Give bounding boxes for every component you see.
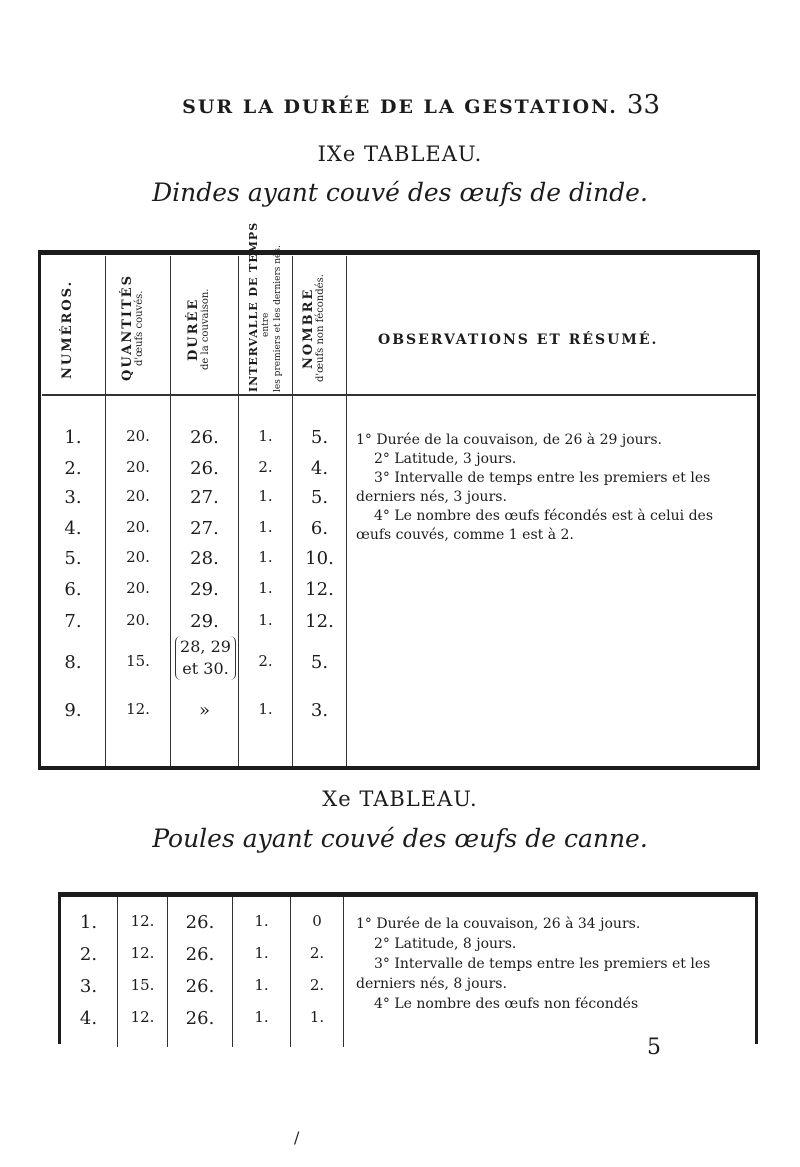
cell-dur: 26.: [190, 458, 219, 479]
obs9-3: 3° Intervalle de temps entre les premiers et les derniers nés, 3 jours.: [356, 470, 711, 505]
header-intervalle-sub1: entre: [261, 312, 271, 338]
duration-range-line1: 28, 29: [180, 637, 231, 656]
cell-num: 4.: [79, 1008, 98, 1029]
cell-dur: 26.: [190, 427, 219, 448]
header-observations: OBSERVATIONS ET RÉSUMÉ.: [378, 332, 659, 348]
duration-range: [175, 636, 236, 680]
cell-nf: 3.: [310, 700, 329, 721]
cell-int: 1.: [258, 487, 273, 505]
cell-qty: 15.: [126, 652, 150, 670]
cell-int: 1.: [254, 944, 269, 962]
table10-top-rule: [58, 892, 758, 897]
obs10-2: 2° Latitude, 8 jours.: [374, 936, 517, 952]
cell-num: 5.: [64, 548, 82, 569]
cell-qty: 15.: [130, 976, 155, 994]
cell-num: 3.: [64, 487, 82, 508]
cell-qty: 12.: [130, 1008, 155, 1026]
cell-num: 7.: [64, 611, 82, 632]
table9-col-divider: [238, 256, 239, 766]
cell-dur: »: [198, 700, 210, 721]
header-intervalle-text: INTERVALLE DE TEMPS: [247, 221, 260, 392]
cell-dur: 26.: [185, 976, 215, 997]
cell-nf: 10.: [305, 548, 334, 569]
cell-qty: 12.: [126, 700, 150, 718]
cell-dur: 26.: [185, 912, 215, 933]
cell-qty: 12.: [130, 944, 155, 962]
duration-range-line2: et 30.: [182, 659, 229, 678]
cell-num: 6.: [64, 579, 82, 600]
table9-title: IXe TABLEAU.: [317, 142, 483, 166]
cell-dur: 26.: [185, 1008, 215, 1029]
obs9-1: 1° Durée de la couvaison, de 26 à 29 jours.: [356, 432, 662, 448]
cell-num: 1.: [79, 912, 98, 933]
header-quantites: [122, 266, 154, 390]
cell-qty: 12.: [130, 912, 155, 930]
cell-int: 1.: [254, 1008, 269, 1026]
header-nombre-text: NOMBRE: [301, 287, 316, 369]
obs10-4: 4° Le nombre des œufs non fécondés: [374, 996, 639, 1012]
cell-int: 2.: [258, 652, 273, 670]
cell-dur: 29.: [190, 611, 219, 632]
table9-left-rule: [38, 250, 41, 770]
table9-observations: [356, 431, 744, 545]
cell-dur: 28.: [190, 548, 219, 569]
cell-num: 4.: [64, 518, 82, 539]
cell-nf: 4.: [310, 458, 329, 479]
stray-mark: /: [294, 1128, 300, 1147]
cell-int: 1.: [254, 976, 269, 994]
cell-qty: 20.: [126, 458, 150, 476]
cell-qty: 20.: [126, 611, 150, 629]
table10-observations: [356, 914, 748, 1014]
cell-qty: 20.: [126, 427, 150, 445]
header-duree-sub: de la couvaison.: [200, 288, 211, 370]
table10-col-divider: [343, 897, 344, 1047]
table10-subtitle: Poules ayant couvé des œufs de canne.: [152, 824, 648, 853]
cell-qty: 20.: [126, 579, 150, 597]
cell-nf: 6.: [310, 518, 329, 539]
page-number: 33: [626, 90, 660, 120]
table9-col-divider: [170, 256, 171, 766]
table9-header-rule: [42, 394, 756, 396]
cell-qty: 20.: [126, 548, 150, 566]
table9-right-rule: [757, 250, 760, 770]
header-intervalle: [247, 221, 284, 392]
header-quantites-text: QUANTITÉS: [120, 274, 135, 382]
cell-dur: 27.: [190, 487, 219, 508]
running-head-text: SUR LA DURÉE DE LA GESTATION.: [182, 96, 618, 118]
table9-bottom-rule: [38, 766, 760, 770]
table10-title: Xe TABLEAU.: [322, 787, 478, 811]
cell-dur: 26.: [185, 944, 215, 965]
cell-dur: 29.: [190, 579, 219, 600]
table9-top-rule: [38, 250, 760, 255]
cell-int: 1.: [258, 548, 273, 566]
cell-qty: 20.: [126, 487, 150, 505]
signature-mark: 5: [647, 1035, 661, 1060]
cell-nf: 5.: [310, 487, 329, 508]
table9-col-divider: [105, 256, 106, 766]
obs9-4: 4° Le nombre des œufs fécondés est à celui des œufs couvés, comme 1 est à 2.: [356, 508, 714, 543]
header-nombre: [303, 266, 335, 390]
cell-num: 3.: [79, 976, 98, 997]
cell-num: 2.: [64, 458, 82, 479]
obs10-1: 1° Durée de la couvaison, 26 à 34 jours.: [356, 916, 641, 932]
header-numeros: [62, 270, 82, 388]
cell-nf: 1.: [309, 1008, 325, 1026]
running-head: [0, 96, 800, 118]
obs10-3: 3° Intervalle de temps entre les premiers et les derniers nés, 8 jours.: [356, 956, 711, 992]
cell-dur: 27.: [190, 518, 219, 539]
cell-int: 2.: [258, 458, 273, 476]
header-quantites-sub: d'œufs couvés.: [134, 290, 145, 366]
table10-right-rule: [755, 892, 758, 1044]
header-nombre-sub: d'œufs non fécondés.: [315, 274, 326, 382]
cell-nf: 12.: [305, 611, 334, 632]
table9-col-divider: [346, 256, 347, 766]
cell-num: 8.: [64, 652, 82, 673]
cell-qty: 20.: [126, 518, 150, 536]
cell-nf: 5.: [310, 427, 329, 448]
cell-int: 1.: [258, 427, 273, 445]
cell-nf: 2.: [309, 944, 325, 962]
header-intervalle-sub2: les premiers et les derniers nés.: [273, 245, 283, 392]
table9-subtitle: Dindes ayant couvé des œufs de dinde.: [152, 178, 648, 207]
cell-int: 1.: [254, 912, 269, 930]
cell-nf: 0: [312, 912, 322, 930]
header-numeros-text: NUMÉROS.: [60, 279, 75, 379]
cell-num: 1.: [64, 427, 82, 448]
cell-int: 1.: [258, 518, 273, 536]
header-duree-text: DURÉE: [186, 297, 201, 361]
cell-num: 9.: [64, 700, 82, 721]
obs9-2: 2° Latitude, 3 jours.: [374, 451, 517, 467]
cell-int: 1.: [258, 579, 273, 597]
cell-num: 2.: [79, 944, 98, 965]
cell-int: 1.: [258, 700, 273, 718]
cell-int: 1.: [258, 611, 273, 629]
cell-nf: 5.: [310, 652, 329, 673]
table9-col-divider: [292, 256, 293, 766]
cell-nf: 12.: [305, 579, 334, 600]
header-duree: [188, 270, 220, 388]
cell-nf: 2.: [309, 976, 325, 994]
